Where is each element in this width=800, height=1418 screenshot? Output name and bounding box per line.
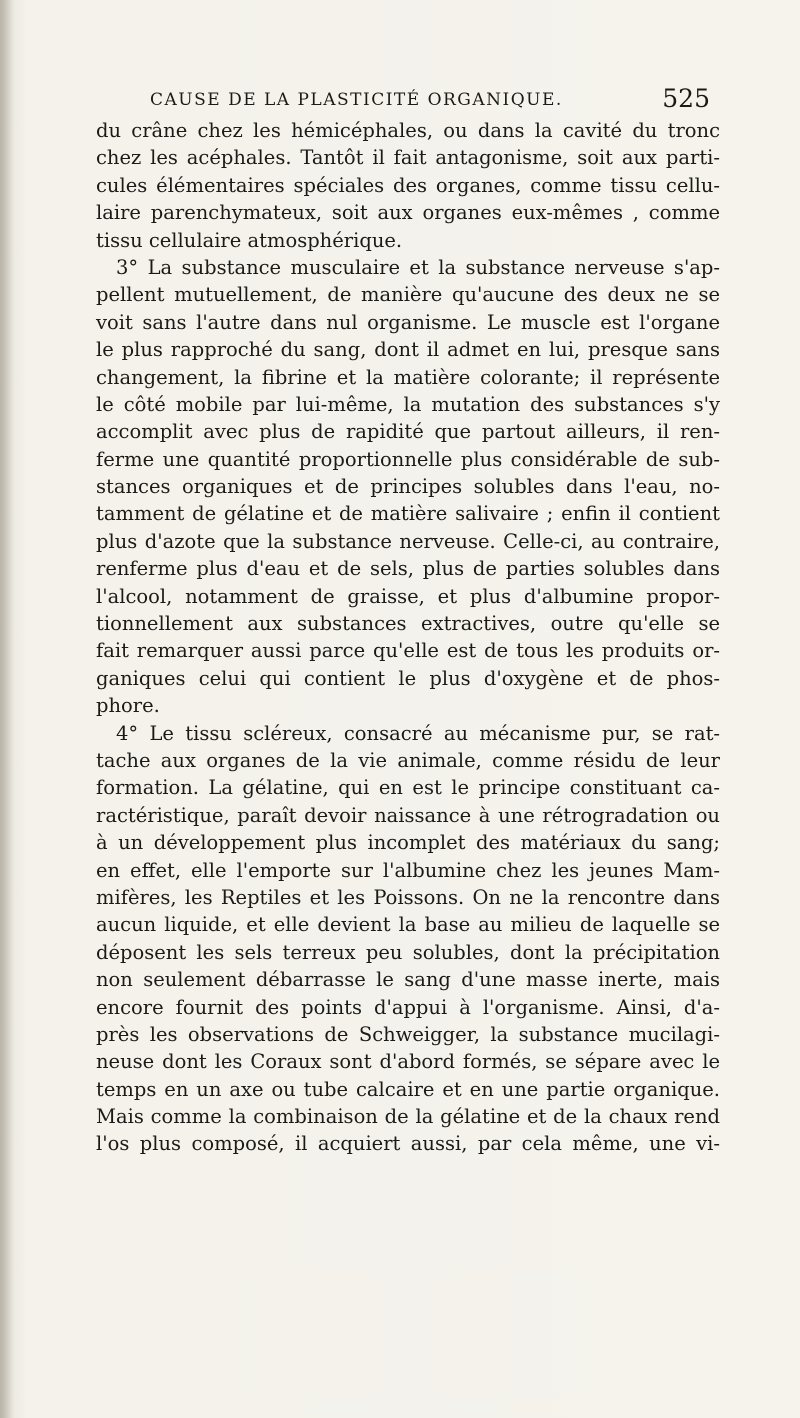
text-line: non seulement débarrasse le sang d'une masse inerte, mais — [96, 968, 720, 992]
running-title: CAUSE DE LA PLASTICITÉ ORGANIQUE. — [150, 90, 563, 110]
text-line: aucun liquide, et elle devient la base au milieu de laquelle se — [96, 913, 720, 937]
text-line: plus d'azote que la substance nerveuse. Celle-ci, au contraire, — [96, 529, 720, 553]
text-line: l'os plus composé, il acquiert aussi, par cela même, une vi- — [96, 1132, 720, 1156]
text-line: Mais comme la combinaison de la gélatine et de la chaux rend — [96, 1105, 720, 1129]
text-line: du crâne chez les hémicéphales, ou dans la cavité du tronc — [96, 119, 720, 142]
page-header — [150, 84, 710, 120]
text-line: le plus rapproché du sang, dont il admet en lui, presque sans — [96, 338, 720, 362]
paragraph-start-line: 4° Le tissu scléreux, consacré au mécanisme pur, se rat- — [116, 721, 720, 745]
text-line: l'alcool, notamment de graisse, et plus d'albumine propor- — [96, 584, 720, 608]
text-line: pellent mutuellement, de manière qu'aucune des deux ne se — [96, 283, 720, 307]
text-line: ganiques celui qui contient le plus d'oxygène et de phos- — [96, 666, 720, 690]
text-line: ractéristique, paraît devoir naissance à une rétrogradation ou — [96, 803, 720, 827]
text-line: tissu cellulaire atmosphérique. — [96, 228, 403, 252]
paragraph-start-line: 3° La substance musculaire et la substance nerveuse s'ap- — [116, 255, 720, 279]
text-line: formation. La gélatine, qui en est le principe constituant ca- — [96, 776, 720, 800]
text-line: accomplit avec plus de rapidité que partout ailleurs, il ren- — [96, 420, 720, 444]
text-line: près les observations de Schweigger, la substance mucilagi- — [96, 1022, 720, 1046]
body-text — [96, 117, 720, 1158]
page-number: 525 — [662, 84, 710, 113]
text-line: temps en un axe ou tube calcaire et en une partie organique. — [96, 1077, 720, 1101]
text-line: renferme plus d'eau et de sels, plus de parties solubles dans — [96, 557, 720, 581]
text-line: ferme une quantité proportionnelle plus considérable de sub- — [96, 447, 720, 471]
text-line: tamment de gélatine et de matière salivaire ; enfin il contient — [96, 502, 720, 526]
text-line: tache aux organes de la vie animale, comme résidu de leur — [96, 748, 720, 772]
text-line: cules élémentaires spéciales des organes, comme tissu cellu- — [96, 173, 720, 197]
text-line: chez les acéphales. Tantôt il fait antagonisme, soit aux parti- — [96, 146, 720, 170]
text-line: à un développement plus incomplet des matériaux du sang; — [96, 831, 720, 855]
text-line: en effet, elle l'emporte sur l'albumine chez les jeunes Mam- — [96, 858, 720, 882]
text-line: phore. — [96, 694, 160, 718]
text-line: tionnellement aux substances extractives, outre qu'elle se — [96, 612, 720, 636]
text-line: neuse dont les Coraux sont d'abord formés, se sépare avec le — [96, 1050, 720, 1074]
binding-shadow — [0, 0, 14, 1418]
text-line: voit sans l'autre dans nul organisme. Le muscle est l'organe — [96, 310, 720, 334]
text-line: encore fournit des points d'appui à l'organisme. Ainsi, d'a- — [96, 995, 720, 1019]
text-line: le côté mobile par lui-même, la mutation des substances s'y — [96, 392, 720, 416]
text-line: laire parenchymateux, soit aux organes eux-mêmes , comme — [96, 201, 720, 225]
text-line: fait remarquer aussi parce qu'elle est de tous les produits or- — [96, 639, 720, 663]
text-line: mifères, les Reptiles et les Poissons. On ne la rencontre dans — [96, 885, 720, 909]
text-line: changement, la fibrine et la matière colorante; il représente — [96, 365, 720, 389]
text-line: déposent les sels terreux peu solubles, dont la précipitation — [96, 940, 720, 964]
text-line: stances organiques et de principes solubles dans l'eau, no- — [96, 475, 720, 499]
